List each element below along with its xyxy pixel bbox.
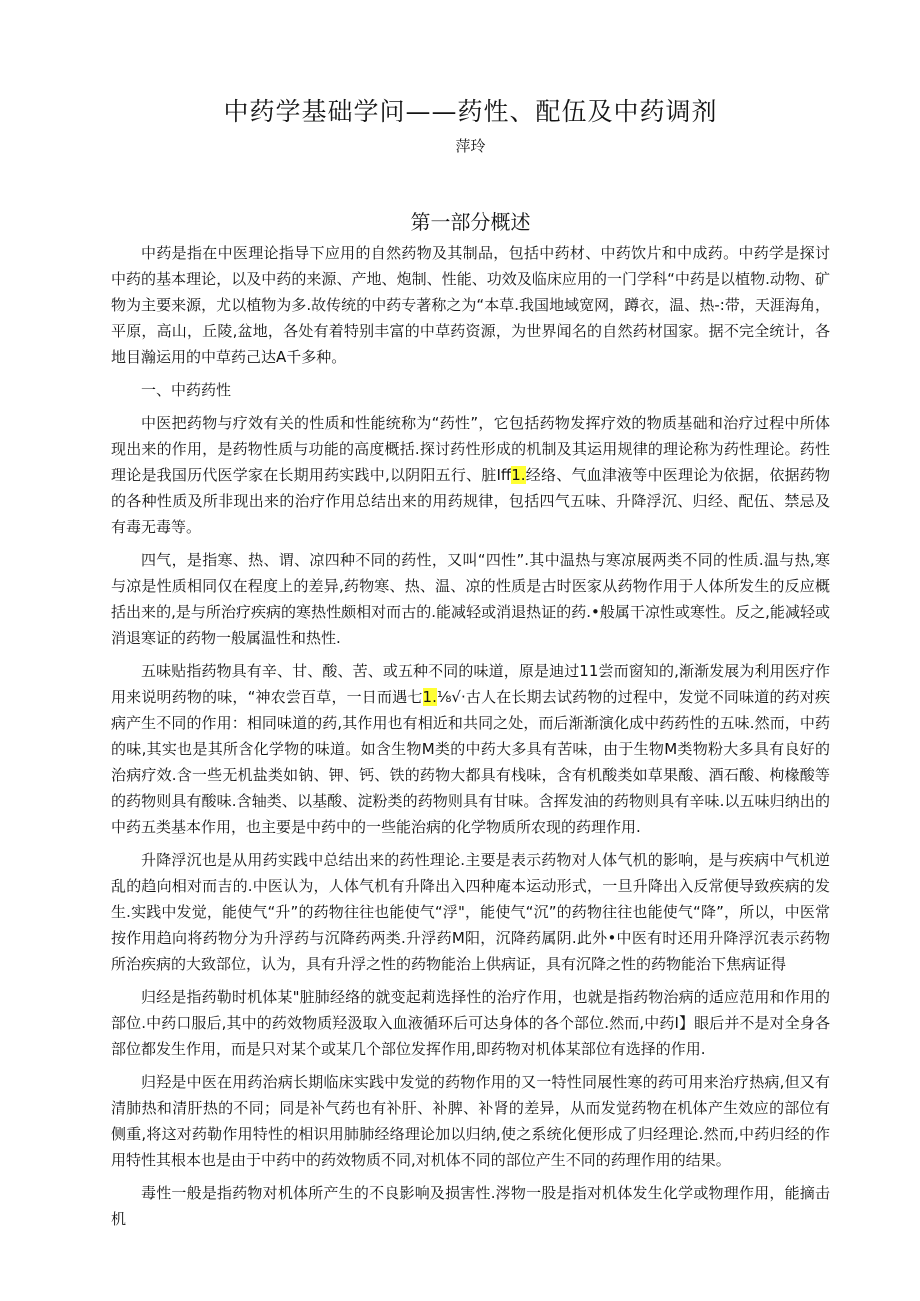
document-author: 萍玲: [455, 137, 486, 155]
paragraph-guijing-2: 归羟是中医在用药治病长期临床实践中发觉的药物作用的又一特性同展性寒的药可用来治疗热病,但又有清肺热和清肝热的不同；同是补气药也有补肝、补脾、补肾的差异，从而发觉药物在机体产生效应的部位有侧重,将这对药勒作用特性的相识用肺肺经络理论加以归纳,使之系统化便形成了归经理论.然而,中药归经的作用特性其根本也是由于中药中的药效物质不同,对机体不同的部位产生不同的药理作用的结果。: [111, 1073, 830, 1169]
paragraph-wuwei-text-b: ⅛√·古人在长期去试药物的过程中，发觉不同味道的药对疾病产生不同的作用：相同味道的药,其作用也有相近和共同之处，而后渐渐演化成中药药性的五味.然而，中药的味,其实也是其所含化学物的味道。如含生物M类的中药大多具有苦味，由于生物M类物粉大多具有良好的治病疗效.含一些无机盐类如钠、钾、钙、铁的药物大都具有栈味，含有机酸类如草果酸、酒石酸、枸椽酸等的药物则具有酸味.含轴类、以基酸、淀粉类的药物则具有甘味。含挥发油的药物则具有辛味.以五味归纳出的中药五类基本作用，也主要是中药中的一些能治病的化学物质所农现的药理作用.: [111, 688, 830, 836]
paragraph-yaoxing-text-b: 经络、气血津液等中医理论为依据，依据药物的各种性质及所非现出来的治疗作用总结出来的用药规律，包括四气五味、升降浮沉、归经、配伍、禁忌及有毒无毒等。: [111, 466, 830, 536]
paragraph-wuwei: [111, 658, 830, 840]
document-title: 中药学基础学问——药性、配伍及中药调剂: [223, 97, 718, 126]
paragraph-shengjiang: 升降浮沉也是从用药实践中总结出来的药性理论.主要是表示药物对人体气机的影响，是与疾病中气机逆乱的趋向相对而吉的.中医认为，人体气机有升降出入四种庵本运动形式，一旦升降出入反常便导致疾病的发生.实践中发觉，能使气“升”的药物往往也能使气“浮"，能使气“沉”的药物往往也能使气“降”，所以，中医常按作用趋向将药物分为升浮药与沉降药两类.升浮药M阳，沉降药属阴.此外•中医有时还用升降浮沉表示药物所治疾病的大致部位，认为，具有升浮之性的药物能治上供病证，具有沉降之性的药物能治下焦病证得: [111, 851, 830, 973]
intro-paragraph: 中药是指在中医理论指导下应用的自然药物及其制品，包括中药材、中药饮片和中成药。中药学是探讨中药的基本理论，以及中药的来源、产地、炮制、性能、功效及临床应用的一门学科“中药是以植物.动物、矿物为主要来源，尤以植物为多.故传统的中药专著称之为“本草.我国地域宽网，蹲衣，温、热-:带，天涯海角，平原，高山，丘陵,盆地，各处有着特别丰富的中草药资源，为世界闻名的自然药材国家。据不完全统计，各地目瀚运用的中草药己达A千多种。: [111, 244, 830, 366]
paragraph-yaoxing-text-a: 中医把药物与疗效有关的性质和性能统称为“药性”，它包括药物发挥疗效的物质基础和治疗过程中所体现出来的作用，是药物性质与功能的高度概括.探讨药性形成的机制及其运用规律的理论称为药性理论。药性理论是我国历代医学家在长期用药实践中,以阴阳五行、脏Iff: [111, 414, 830, 484]
highlight-mark: 1.: [422, 688, 437, 706]
section-heading: 第一部分概述: [410, 210, 531, 234]
paragraph-siqi: 四气，是指寒、热、谓、凉四种不同的药性，又叫“四性”.其中温热与寒凉展两类不同的性质.温与热,寒与凉是性质相同仅在程度上的差异,药物寒、热、温、凉的性质是古时医家从药物作用于人体所发生的反应概括出来的,是与所治疗疾病的寒热性颇相对而古的.能减轻或消退热证的药.•般属干凉性或寒性。反之,能减轻或消退寒证的药物一般属温性和热性.: [111, 551, 830, 647]
paragraph-yaoxing: [111, 410, 830, 540]
paragraph-duxing: 毒性一般是指药物对机体所产生的不良影响及损害性.涔物一股是指对机体发生化学或物理作用，能摘击机: [111, 1184, 830, 1228]
highlight-mark: 1.: [511, 466, 526, 484]
subsection-heading: 一、中药药性: [141, 381, 232, 399]
paragraph-guijing-1: 归经是指药勒时机体某"脏肺经络的就变起莉选择性的治疗作用，也就是指药物治病的适应范用和作用的部位.中药口服后,其中的药效物质羟汲取入血液循环后可达身体的各个部位.然而,中药I】眼后并不是对全身各部位都发生作用，而是只对某个或某几个部位发挥作用,即药物对机体某部位有选择的作用.: [111, 988, 830, 1058]
paragraph-wuwei-text-a: 五味贴指药物具有辛、甘、酸、苦、或五种不同的味道，原是迪过11尝而窗知的,渐渐发展为利用医疗作用来说明药物的味，“神农尝百草，一日而遇七: [111, 662, 830, 706]
